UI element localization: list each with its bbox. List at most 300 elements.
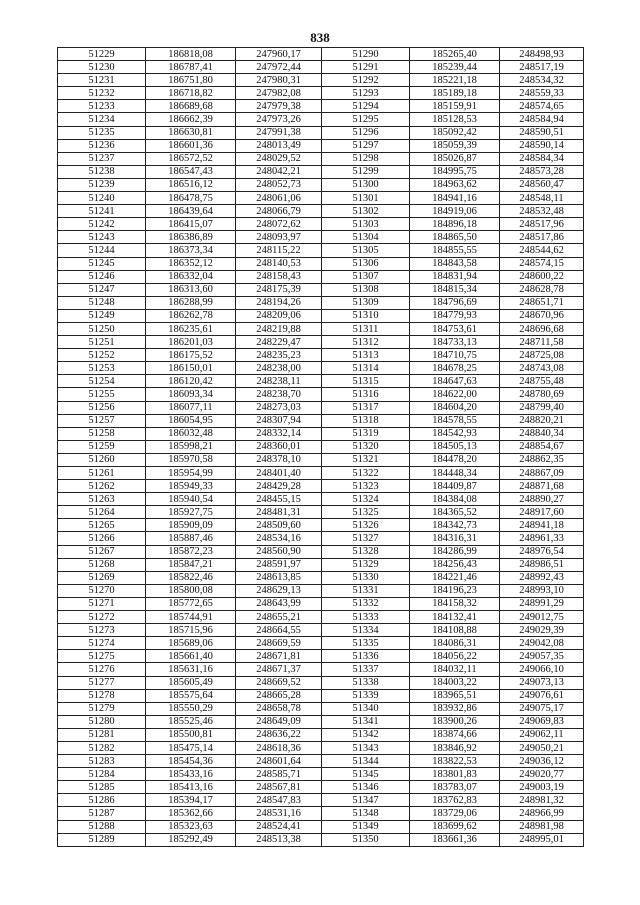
x-coordinate-left: 186751,80 — [146, 74, 236, 87]
x-coordinate-right: 183965,51 — [410, 689, 500, 702]
point-number-left: 51288 — [58, 820, 146, 833]
x-coordinate-left: 185605,49 — [146, 676, 236, 689]
y-coordinate-right: 248917,60 — [500, 506, 584, 519]
x-coordinate-left: 186547,43 — [146, 165, 236, 178]
x-coordinate-left: 186352,12 — [146, 257, 236, 270]
point-number-left: 51287 — [58, 807, 146, 820]
x-coordinate-left: 186630,81 — [146, 126, 236, 139]
x-coordinate-right: 184733,13 — [410, 336, 500, 349]
x-coordinate-left: 185715,96 — [146, 624, 236, 637]
point-number-left: 51231 — [58, 74, 146, 87]
y-coordinate-left: 248115,22 — [236, 244, 322, 257]
point-number-right: 51339 — [322, 689, 410, 702]
x-coordinate-left: 185822,46 — [146, 571, 236, 584]
point-number-right: 51312 — [322, 336, 410, 349]
table-row — [58, 689, 584, 702]
y-coordinate-left: 248601,64 — [236, 755, 322, 768]
point-number-right: 51350 — [322, 833, 410, 846]
table-row — [58, 741, 584, 754]
x-coordinate-left: 185847,21 — [146, 558, 236, 571]
point-number-left: 51263 — [58, 493, 146, 506]
table-row — [58, 519, 584, 532]
y-coordinate-right: 248544,62 — [500, 244, 584, 257]
y-coordinate-right: 248966,99 — [500, 807, 584, 820]
point-number-right: 51338 — [322, 676, 410, 689]
point-number-left: 51260 — [58, 453, 146, 466]
table-row — [58, 126, 584, 139]
x-coordinate-right: 184919,06 — [410, 205, 500, 218]
x-coordinate-right: 184032,11 — [410, 663, 500, 676]
x-coordinate-left: 186054,95 — [146, 414, 236, 427]
y-coordinate-left: 248591,97 — [236, 558, 322, 571]
x-coordinate-left: 186235,61 — [146, 322, 236, 335]
y-coordinate-left: 248560,90 — [236, 545, 322, 558]
point-number-right: 51314 — [322, 362, 410, 375]
y-coordinate-right: 248590,14 — [500, 139, 584, 152]
point-number-left: 51271 — [58, 597, 146, 610]
table-row — [58, 558, 584, 571]
point-number-left: 51237 — [58, 152, 146, 165]
y-coordinate-left: 248671,81 — [236, 650, 322, 663]
table-row — [58, 205, 584, 218]
y-coordinate-right: 249050,21 — [500, 741, 584, 754]
y-coordinate-left: 247982,08 — [236, 87, 322, 100]
y-coordinate-left: 248643,99 — [236, 597, 322, 610]
point-number-left: 51258 — [58, 427, 146, 440]
table-row — [58, 309, 584, 322]
table-row — [58, 768, 584, 781]
point-number-right: 51315 — [322, 375, 410, 388]
x-coordinate-right: 184753,61 — [410, 322, 500, 335]
point-number-right: 51319 — [322, 427, 410, 440]
x-coordinate-left: 186175,52 — [146, 349, 236, 362]
y-coordinate-left: 248481,31 — [236, 506, 322, 519]
point-number-left: 51245 — [58, 257, 146, 270]
y-coordinate-left: 248629,13 — [236, 584, 322, 597]
x-coordinate-left: 186572,52 — [146, 152, 236, 165]
point-number-left: 51233 — [58, 100, 146, 113]
point-number-left: 51261 — [58, 467, 146, 480]
x-coordinate-right: 184108,88 — [410, 624, 500, 637]
table-row — [58, 427, 584, 440]
x-coordinate-right: 184542,93 — [410, 427, 500, 440]
point-number-left: 51232 — [58, 87, 146, 100]
table-row — [58, 218, 584, 231]
y-coordinate-right: 248559,33 — [500, 87, 584, 100]
x-coordinate-right: 183661,36 — [410, 833, 500, 846]
x-coordinate-left: 186201,03 — [146, 336, 236, 349]
table-row — [58, 336, 584, 349]
point-number-right: 51321 — [322, 453, 410, 466]
y-coordinate-right: 248725,08 — [500, 349, 584, 362]
point-number-right: 51331 — [322, 584, 410, 597]
point-number-left: 51284 — [58, 768, 146, 781]
x-coordinate-left: 186601,36 — [146, 139, 236, 152]
table-row — [58, 388, 584, 401]
x-coordinate-left: 185323,63 — [146, 820, 236, 833]
y-coordinate-left: 248235,23 — [236, 349, 322, 362]
point-number-left: 51281 — [58, 728, 146, 741]
x-coordinate-right: 184941,16 — [410, 192, 500, 205]
x-coordinate-right: 185159,91 — [410, 100, 500, 113]
y-coordinate-left: 248042,21 — [236, 165, 322, 178]
y-coordinate-right: 249062,11 — [500, 728, 584, 741]
point-number-left: 51229 — [58, 48, 146, 61]
point-number-right: 51347 — [322, 794, 410, 807]
x-coordinate-right: 184158,32 — [410, 597, 500, 610]
y-coordinate-left: 248360,01 — [236, 440, 322, 453]
point-number-left: 51243 — [58, 231, 146, 244]
y-coordinate-left: 247980,31 — [236, 74, 322, 87]
table-row — [58, 807, 584, 820]
point-number-right: 51325 — [322, 506, 410, 519]
x-coordinate-right: 184132,41 — [410, 611, 500, 624]
x-coordinate-left: 185998,21 — [146, 440, 236, 453]
x-coordinate-right: 184779,93 — [410, 309, 500, 322]
x-coordinate-left: 185954,99 — [146, 467, 236, 480]
y-coordinate-left: 248140,53 — [236, 257, 322, 270]
y-coordinate-right: 248517,86 — [500, 231, 584, 244]
y-coordinate-right: 249057,35 — [500, 650, 584, 663]
x-coordinate-left: 186718,82 — [146, 87, 236, 100]
y-coordinate-right: 248867,09 — [500, 467, 584, 480]
table-row — [58, 362, 584, 375]
y-coordinate-left: 248158,43 — [236, 270, 322, 283]
x-coordinate-right: 184855,55 — [410, 244, 500, 257]
y-coordinate-left: 248072,62 — [236, 218, 322, 231]
point-number-right: 51307 — [322, 270, 410, 283]
x-coordinate-right: 185128,53 — [410, 113, 500, 126]
table-row — [58, 467, 584, 480]
point-number-right: 51298 — [322, 152, 410, 165]
point-number-right: 51341 — [322, 715, 410, 728]
table-row — [58, 584, 584, 597]
point-number-right: 51320 — [322, 440, 410, 453]
y-coordinate-right: 248590,51 — [500, 126, 584, 139]
table-row — [58, 165, 584, 178]
y-coordinate-right: 248961,33 — [500, 532, 584, 545]
table-row — [58, 414, 584, 427]
point-number-left: 51278 — [58, 689, 146, 702]
y-coordinate-right: 248584,34 — [500, 152, 584, 165]
x-coordinate-right: 184256,43 — [410, 558, 500, 571]
point-number-left: 51252 — [58, 349, 146, 362]
y-coordinate-left: 248585,71 — [236, 768, 322, 781]
point-number-left: 51274 — [58, 637, 146, 650]
point-number-left: 51249 — [58, 309, 146, 322]
point-number-left: 51286 — [58, 794, 146, 807]
point-number-right: 51301 — [322, 192, 410, 205]
table-row — [58, 440, 584, 453]
x-coordinate-left: 186032,48 — [146, 427, 236, 440]
y-coordinate-right: 248517,19 — [500, 61, 584, 74]
x-coordinate-left: 186150,01 — [146, 362, 236, 375]
x-coordinate-left: 185772,65 — [146, 597, 236, 610]
y-coordinate-left: 248455,15 — [236, 493, 322, 506]
table-row — [58, 532, 584, 545]
point-number-right: 51324 — [322, 493, 410, 506]
x-coordinate-left: 185872,23 — [146, 545, 236, 558]
x-coordinate-left: 185362,66 — [146, 807, 236, 820]
table-row — [58, 611, 584, 624]
x-coordinate-left: 186818,08 — [146, 48, 236, 61]
y-coordinate-left: 248524,41 — [236, 820, 322, 833]
point-number-left: 51246 — [58, 270, 146, 283]
table-row — [58, 152, 584, 165]
table-row — [58, 48, 584, 61]
y-coordinate-right: 248600,22 — [500, 270, 584, 283]
table-row — [58, 755, 584, 768]
x-coordinate-right: 184622,00 — [410, 388, 500, 401]
y-coordinate-right: 248574,65 — [500, 100, 584, 113]
y-coordinate-left: 248219,88 — [236, 322, 322, 335]
y-coordinate-right: 248651,71 — [500, 296, 584, 309]
x-coordinate-left: 185525,46 — [146, 715, 236, 728]
x-coordinate-right: 184196,23 — [410, 584, 500, 597]
x-coordinate-right: 183874,66 — [410, 728, 500, 741]
point-number-right: 51302 — [322, 205, 410, 218]
point-number-left: 51264 — [58, 506, 146, 519]
point-number-right: 51348 — [322, 807, 410, 820]
y-coordinate-left: 248238,00 — [236, 362, 322, 375]
x-coordinate-right: 184365,52 — [410, 506, 500, 519]
point-number-right: 51342 — [322, 728, 410, 741]
point-number-left: 51235 — [58, 126, 146, 139]
point-number-right: 51337 — [322, 663, 410, 676]
y-coordinate-right: 248560,47 — [500, 178, 584, 191]
x-coordinate-right: 183932,86 — [410, 702, 500, 715]
y-coordinate-left: 248066,79 — [236, 205, 322, 218]
point-number-right: 51290 — [322, 48, 410, 61]
coordinates-table — [57, 47, 584, 847]
x-coordinate-right: 184056,22 — [410, 650, 500, 663]
y-coordinate-left: 247979,38 — [236, 100, 322, 113]
x-coordinate-left: 185949,33 — [146, 480, 236, 493]
y-coordinate-right: 248981,32 — [500, 794, 584, 807]
x-coordinate-right: 183846,92 — [410, 741, 500, 754]
x-coordinate-right: 184678,25 — [410, 362, 500, 375]
table-row — [58, 794, 584, 807]
table-row — [58, 571, 584, 584]
table-row — [58, 650, 584, 663]
y-coordinate-right: 248696,68 — [500, 322, 584, 335]
table-row — [58, 728, 584, 741]
y-coordinate-left: 248175,39 — [236, 283, 322, 296]
table-row — [58, 676, 584, 689]
y-coordinate-left: 248669,59 — [236, 637, 322, 650]
x-coordinate-left: 185689,06 — [146, 637, 236, 650]
x-coordinate-right: 184815,34 — [410, 283, 500, 296]
table-row — [58, 113, 584, 126]
y-coordinate-right: 248548,11 — [500, 192, 584, 205]
x-coordinate-right: 184221,46 — [410, 571, 500, 584]
x-coordinate-right: 184505,13 — [410, 440, 500, 453]
x-coordinate-left: 186093,34 — [146, 388, 236, 401]
y-coordinate-right: 249066,10 — [500, 663, 584, 676]
point-number-right: 51300 — [322, 178, 410, 191]
table-row — [58, 100, 584, 113]
table-row — [58, 833, 584, 846]
point-number-left: 51273 — [58, 624, 146, 637]
point-number-left: 51269 — [58, 571, 146, 584]
table-row — [58, 74, 584, 87]
table-row — [58, 401, 584, 414]
point-number-left: 51272 — [58, 611, 146, 624]
point-number-left: 51238 — [58, 165, 146, 178]
x-coordinate-right: 184796,69 — [410, 296, 500, 309]
table-row — [58, 139, 584, 152]
y-coordinate-right: 248862,35 — [500, 453, 584, 466]
point-number-left: 51241 — [58, 205, 146, 218]
y-coordinate-left: 248273,03 — [236, 401, 322, 414]
x-coordinate-left: 186373,34 — [146, 244, 236, 257]
point-number-right: 51343 — [322, 741, 410, 754]
y-coordinate-right: 248628,78 — [500, 283, 584, 296]
y-coordinate-right: 248534,32 — [500, 74, 584, 87]
y-coordinate-left: 248238,70 — [236, 388, 322, 401]
point-number-left: 51254 — [58, 375, 146, 388]
point-number-left: 51242 — [58, 218, 146, 231]
y-coordinate-left: 248613,85 — [236, 571, 322, 584]
x-coordinate-right: 183729,06 — [410, 807, 500, 820]
y-coordinate-left: 247973,26 — [236, 113, 322, 126]
y-coordinate-right: 248799,40 — [500, 401, 584, 414]
x-coordinate-right: 184316,31 — [410, 532, 500, 545]
point-number-right: 51297 — [322, 139, 410, 152]
point-number-left: 51275 — [58, 650, 146, 663]
point-number-left: 51239 — [58, 178, 146, 191]
x-coordinate-left: 186787,41 — [146, 61, 236, 74]
point-number-right: 51326 — [322, 519, 410, 532]
y-coordinate-right: 248890,27 — [500, 493, 584, 506]
table-row — [58, 296, 584, 309]
table-row — [58, 192, 584, 205]
point-number-right: 51328 — [322, 545, 410, 558]
x-coordinate-right: 185239,44 — [410, 61, 500, 74]
x-coordinate-left: 185292,49 — [146, 833, 236, 846]
x-coordinate-right: 185189,18 — [410, 87, 500, 100]
y-coordinate-left: 248332,14 — [236, 427, 322, 440]
point-number-right: 51304 — [322, 231, 410, 244]
point-number-right: 51309 — [322, 296, 410, 309]
y-coordinate-right: 248840,34 — [500, 427, 584, 440]
y-coordinate-left: 248238,11 — [236, 375, 322, 388]
y-coordinate-left: 248194,26 — [236, 296, 322, 309]
x-coordinate-left: 185575,64 — [146, 689, 236, 702]
x-coordinate-left: 185454,36 — [146, 755, 236, 768]
point-number-right: 51336 — [322, 650, 410, 663]
y-coordinate-left: 248671,37 — [236, 663, 322, 676]
point-number-left: 51279 — [58, 702, 146, 715]
x-coordinate-left: 185909,09 — [146, 519, 236, 532]
x-coordinate-right: 185026,87 — [410, 152, 500, 165]
point-number-right: 51340 — [322, 702, 410, 715]
point-number-left: 51259 — [58, 440, 146, 453]
point-number-right: 51316 — [322, 388, 410, 401]
point-number-left: 51244 — [58, 244, 146, 257]
y-coordinate-right: 248780,69 — [500, 388, 584, 401]
y-coordinate-left: 248567,81 — [236, 781, 322, 794]
point-number-right: 51330 — [322, 571, 410, 584]
x-coordinate-right: 184843,58 — [410, 257, 500, 270]
x-coordinate-right: 184384,08 — [410, 493, 500, 506]
y-coordinate-left: 247960,17 — [236, 48, 322, 61]
x-coordinate-left: 185550,29 — [146, 702, 236, 715]
table-row — [58, 702, 584, 715]
x-coordinate-left: 185413,16 — [146, 781, 236, 794]
point-number-right: 51293 — [322, 87, 410, 100]
table-row — [58, 244, 584, 257]
x-coordinate-left: 185661,40 — [146, 650, 236, 663]
x-coordinate-right: 185221,18 — [410, 74, 500, 87]
point-number-right: 51334 — [322, 624, 410, 637]
x-coordinate-left: 185887,46 — [146, 532, 236, 545]
y-coordinate-left: 248378,10 — [236, 453, 322, 466]
point-number-right: 51313 — [322, 349, 410, 362]
x-coordinate-left: 185800,08 — [146, 584, 236, 597]
x-coordinate-right: 184896,18 — [410, 218, 500, 231]
point-number-right: 51311 — [322, 322, 410, 335]
point-number-left: 51285 — [58, 781, 146, 794]
table-row — [58, 453, 584, 466]
x-coordinate-left: 185433,16 — [146, 768, 236, 781]
point-number-right: 51346 — [322, 781, 410, 794]
y-coordinate-left: 248547,83 — [236, 794, 322, 807]
y-coordinate-left: 248513,38 — [236, 833, 322, 846]
y-coordinate-right: 248711,58 — [500, 336, 584, 349]
table-row — [58, 820, 584, 833]
point-number-left: 51280 — [58, 715, 146, 728]
point-number-left: 51265 — [58, 519, 146, 532]
point-number-left: 51234 — [58, 113, 146, 126]
y-coordinate-left: 247972,44 — [236, 61, 322, 74]
x-coordinate-right: 184710,75 — [410, 349, 500, 362]
x-coordinate-left: 186439,64 — [146, 205, 236, 218]
table-row — [58, 178, 584, 191]
point-number-right: 51333 — [322, 611, 410, 624]
x-coordinate-right: 183783,07 — [410, 781, 500, 794]
y-coordinate-left: 248658,78 — [236, 702, 322, 715]
x-coordinate-left: 186313,60 — [146, 283, 236, 296]
x-coordinate-left: 185970,58 — [146, 453, 236, 466]
point-number-left: 51257 — [58, 414, 146, 427]
x-coordinate-left: 186478,75 — [146, 192, 236, 205]
table-row — [58, 283, 584, 296]
point-number-left: 51255 — [58, 388, 146, 401]
table-row — [58, 87, 584, 100]
point-number-right: 51317 — [322, 401, 410, 414]
y-coordinate-right: 248532,48 — [500, 205, 584, 218]
y-coordinate-right: 248941,18 — [500, 519, 584, 532]
y-coordinate-left: 248093,97 — [236, 231, 322, 244]
y-coordinate-left: 248429,28 — [236, 480, 322, 493]
y-coordinate-left: 248401,40 — [236, 467, 322, 480]
point-number-right: 51306 — [322, 257, 410, 270]
x-coordinate-right: 183762,83 — [410, 794, 500, 807]
y-coordinate-right: 248871,68 — [500, 480, 584, 493]
point-number-left: 51277 — [58, 676, 146, 689]
y-coordinate-left: 248531,16 — [236, 807, 322, 820]
point-number-right: 51310 — [322, 309, 410, 322]
y-coordinate-right: 248991,29 — [500, 597, 584, 610]
point-number-left: 51267 — [58, 545, 146, 558]
point-number-right: 51299 — [322, 165, 410, 178]
y-coordinate-right: 249020,77 — [500, 768, 584, 781]
y-coordinate-right: 249036,12 — [500, 755, 584, 768]
page-number: 838 — [310, 30, 330, 45]
point-number-left: 51236 — [58, 139, 146, 152]
y-coordinate-right: 248820,21 — [500, 414, 584, 427]
